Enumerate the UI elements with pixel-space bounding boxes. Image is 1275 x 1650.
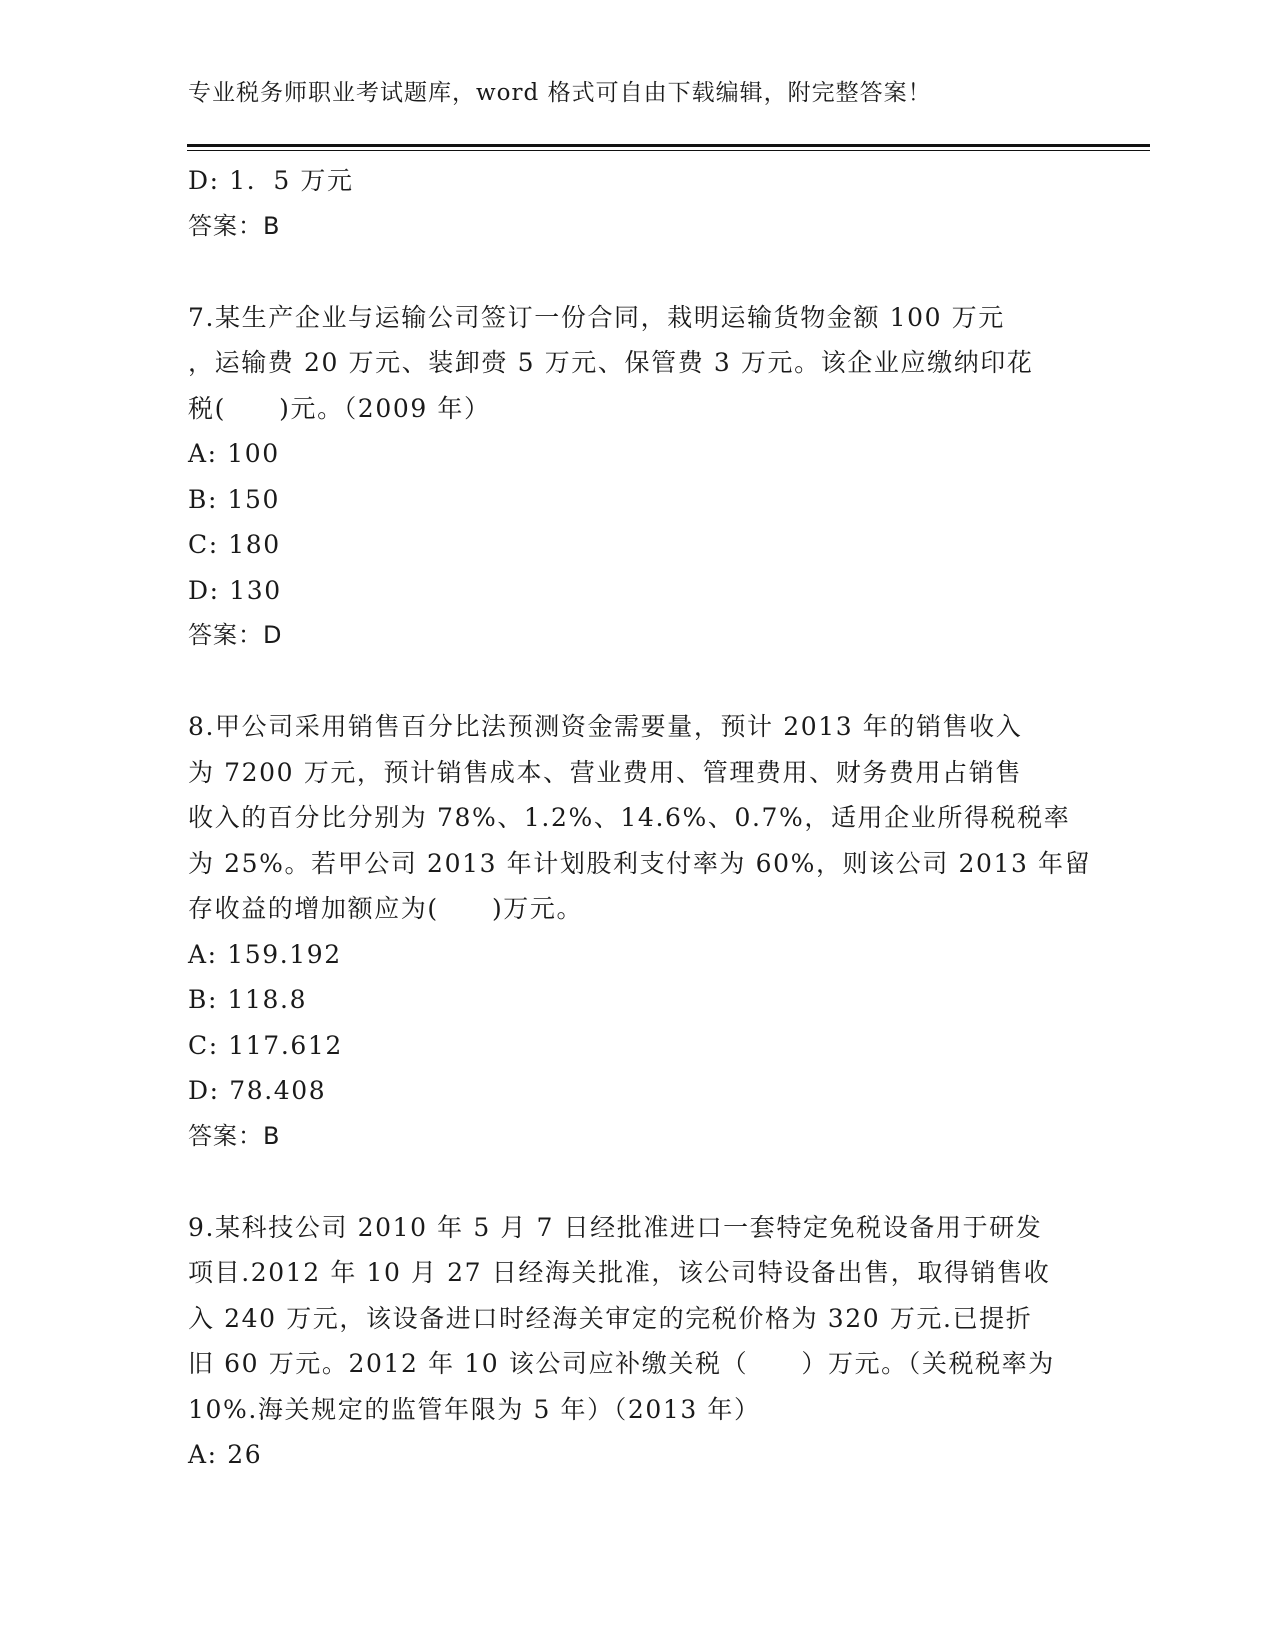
option-a: A: 26 xyxy=(188,1440,263,1469)
option-d: D: 130 xyxy=(188,575,282,605)
option-c: C: 117.612 xyxy=(188,1030,343,1060)
option-b: B: 150 xyxy=(188,484,281,514)
question-text-line: 7.某生产企业与运输公司签订一份合同，栽明运输货物金额 100 万元 xyxy=(188,302,1005,332)
question-text-line: 为 7200 万元，预计销售成本、营业费用、管理费用、财务费用占销售 xyxy=(188,757,1022,787)
document-body xyxy=(188,158,1092,1478)
option-d: D: 1．5 万元 xyxy=(188,166,354,195)
spacer xyxy=(188,1159,1088,1205)
spacer xyxy=(188,249,1088,295)
previous-question-tail xyxy=(188,158,1088,249)
header-rule-thin xyxy=(187,150,1150,151)
option-b: B: 118.8 xyxy=(188,985,308,1014)
header-rule-thick xyxy=(187,144,1150,147)
question-text-line: 10%.海关规定的监管年限为 5 年）（2013 年） xyxy=(188,1394,761,1424)
question-text-line: 税( )元。（2009 年） xyxy=(188,393,491,423)
question-text-line: 收入的百分比分别为 78%、1.2%、14.6%、0.7%，适用企业所得税税率 xyxy=(188,803,1071,832)
option-a: A: 159.192 xyxy=(188,939,342,969)
question-text-line: ，运输费 20 万元、装卸赍 5 万元、保管费 3 万元。该企业应缴纳印花 xyxy=(188,348,1034,377)
option-a: A: 100 xyxy=(188,439,280,468)
option-c: C: 180 xyxy=(188,530,281,559)
page-header: 专业税务师职业考试题库，word 格式可自由下载编辑，附完整答案！ xyxy=(188,80,932,106)
answer-line: 答案：D xyxy=(188,621,283,649)
question-9 xyxy=(188,1205,1088,1478)
question-text-line: 旧 60 万元。2012 年 10 该公司应补缴关税（ ）万元。（关税税率为 xyxy=(188,1349,1055,1378)
question-text-line: 存收益的增加额应为( )万元。 xyxy=(188,894,584,923)
answer-line: 答案：B xyxy=(188,211,281,240)
question-text-line: 为 25%。若甲公司 2013 年计划股利支付率为 60%，则该公司 2013 年留 xyxy=(188,848,1092,878)
spacer xyxy=(188,659,1088,705)
question-text-line: 9.某科技公司 2010 年 5 月 7 日经批准进口一套特定免税设备用于研发 xyxy=(188,1212,1043,1242)
question-8 xyxy=(188,704,1092,1159)
question-text-line: 项目.2012 年 10 月 27 日经海关批准，该公司特设备出售，取得销售收 xyxy=(188,1258,1051,1287)
question-text-line: 入 240 万元，该设备进口时经海关审定的完税价格为 320 万元.已提折 xyxy=(188,1303,1033,1333)
question-text-line: 8.甲公司采用销售百分比法预测资金需要量，预计 2013 年的销售收入 xyxy=(188,712,1023,741)
option-d: D: 78.408 xyxy=(188,1076,327,1105)
answer-line: 答案：B xyxy=(188,1121,281,1150)
question-7 xyxy=(188,295,1088,659)
